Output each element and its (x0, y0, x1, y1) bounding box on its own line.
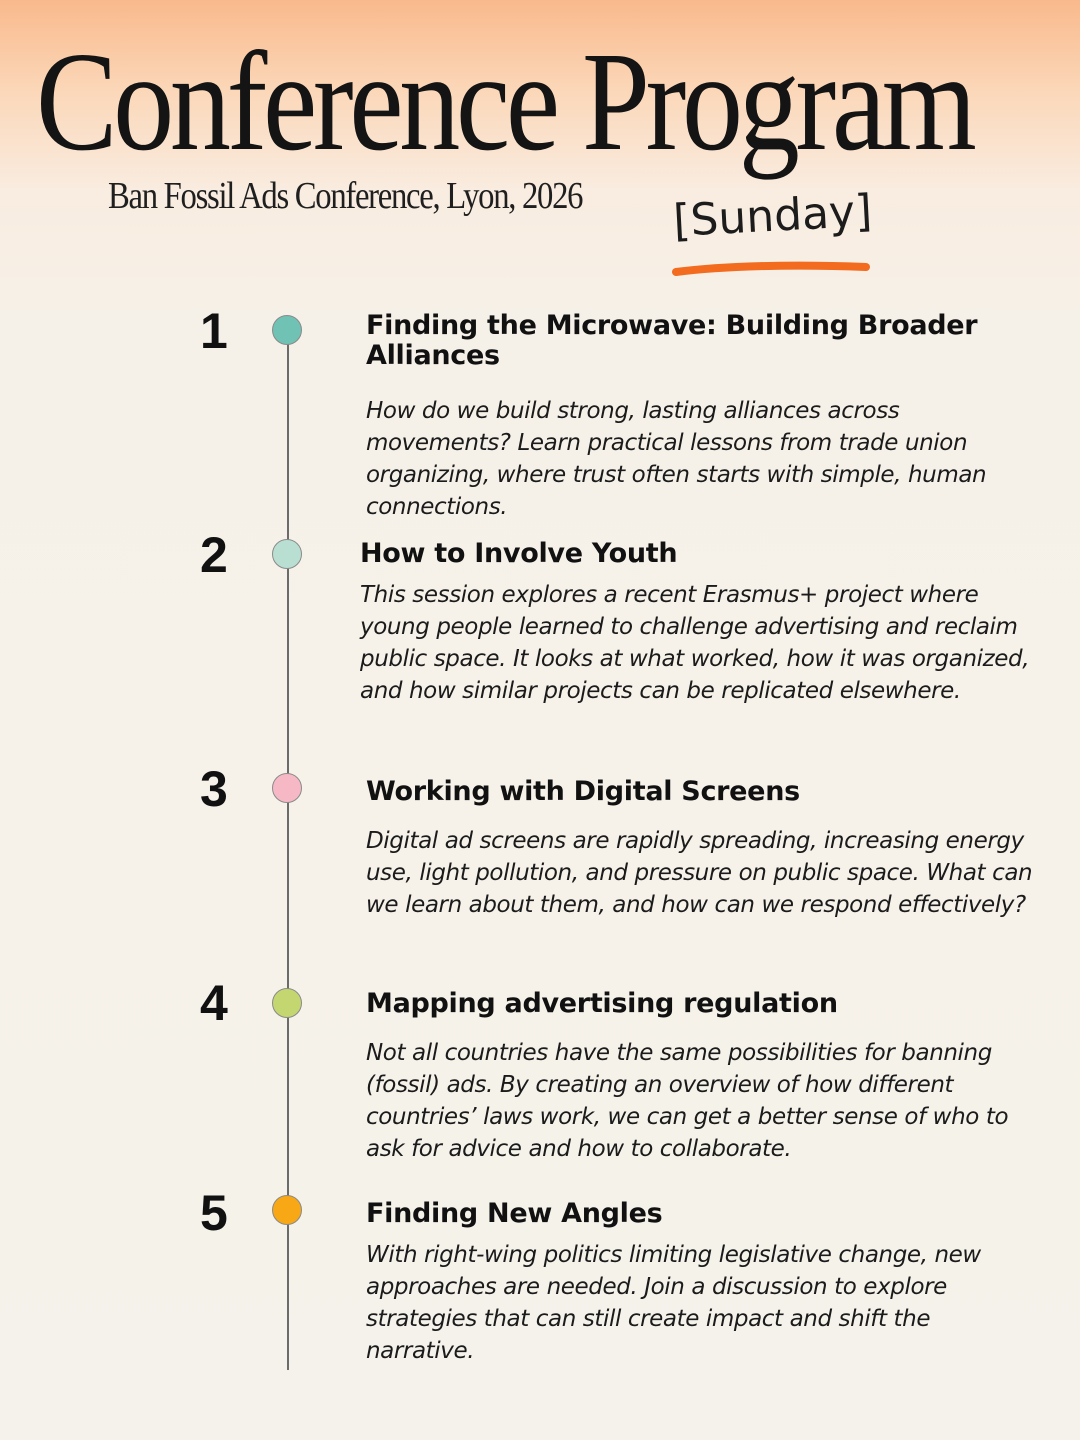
session-item (366, 1199, 1036, 1367)
session-description: How do we build strong, lasting alliances across movements? Learn practical lessons from trade union organizing, where trust often starts with simple, human connections. (366, 398, 987, 520)
session-number: 5 (200, 1185, 228, 1241)
session-number: 3 (200, 761, 228, 817)
page-title: Conference Program (36, 22, 973, 180)
session-item (360, 539, 1030, 707)
session-number: 2 (200, 527, 228, 583)
timeline-dot (272, 988, 302, 1018)
session-description: With right-wing politics limiting legislative change, new approaches are needed. Join a discussion to explore strategies that can still create impact and shift the narrative. (366, 1242, 981, 1364)
timeline-dot (272, 315, 302, 345)
timeline-dot (272, 773, 302, 803)
session-description: Digital ad screens are rapidly spreading, increasing energy use, light pollution, and pressure on public space. What can we learn about them, and how can we respond effectively? (366, 828, 1033, 918)
session-number: 4 (200, 975, 228, 1031)
session-item (366, 777, 1036, 921)
session-item (366, 989, 1036, 1165)
day-label: [Sunday] (672, 185, 874, 247)
session-title: Finding New Angles (366, 1198, 663, 1229)
day-underline-stroke (672, 258, 872, 280)
timeline-dot (272, 1195, 302, 1225)
session-title: How to Involve Youth (360, 538, 678, 569)
session-item (366, 311, 1036, 523)
timeline-dot (272, 539, 302, 569)
session-title: Finding the Microwave: Building Broader Alliances (366, 310, 978, 371)
session-description: Not all countries have the same possibilities for banning (fossil) ads. By creating an overview of how different countries’ laws work, we can get a better sense of who to ask for advice and how to collaborate. (366, 1040, 1009, 1162)
session-description: This session explores a recent Erasmus+ project where young people learned to challenge advertising and reclaim public space. It looks at what worked, how it was organized, and how similar projects can be replicated elsewhere. (360, 582, 1030, 704)
session-number: 1 (200, 303, 228, 359)
conference-subtitle: Ban Fossil Ads Conference, Lyon, 2026 (108, 175, 583, 217)
session-title: Working with Digital Screens (366, 776, 800, 807)
session-title: Mapping advertising regulation (366, 988, 838, 1019)
